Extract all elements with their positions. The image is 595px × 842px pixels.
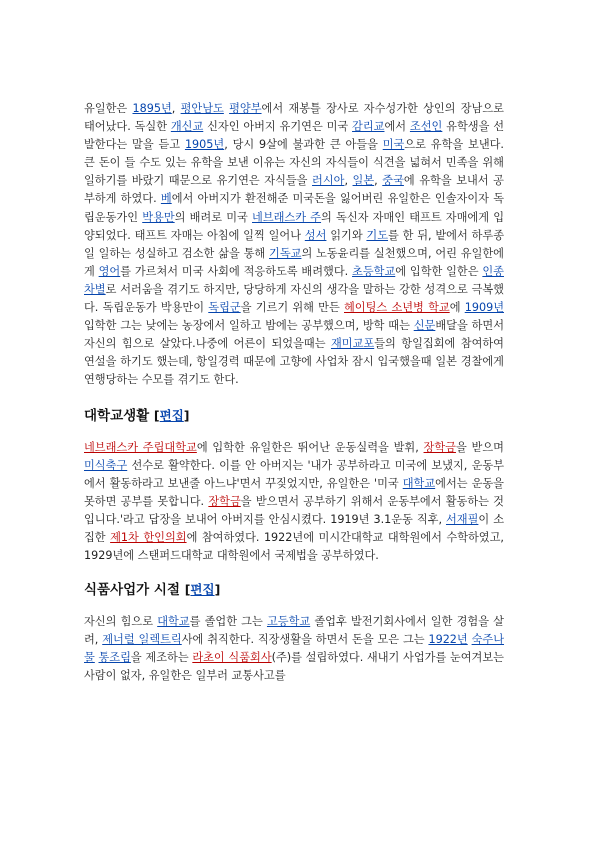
- paragraph-early-life: [84, 100, 504, 390]
- edit-link[interactable]: 편집: [159, 407, 184, 423]
- section-heading-text: 식품사업가 시절: [84, 582, 180, 599]
- wiki-link[interactable]: 서재필: [445, 512, 479, 526]
- section-heading-food-business: [84, 577, 504, 603]
- wiki-link[interactable]: 평안남도: [180, 102, 224, 115]
- wiki-link[interactable]: 대학교: [402, 476, 436, 490]
- text-run: 입학한 그는 낮에는 농장에서 일하고 밤에는 공부했으며, 방학 때는: [84, 319, 414, 333]
- text-run: , 당시 9살에 불과한 큰 아들을: [224, 138, 383, 152]
- text-run: 에서는 운동을 못하면 공부를 못합니다.: [84, 476, 504, 508]
- text-run: 를 한 뒤, 밭에서 하루종일 일하는 성실하고 검소한 삶을 통해: [84, 228, 504, 260]
- wiki-link[interactable]: 기도: [366, 228, 389, 242]
- wiki-link[interactable]: 평양부: [229, 102, 262, 115]
- text-run: 를 졸업한 그는: [189, 615, 267, 629]
- text-run: 에: [449, 301, 465, 315]
- document-page: [84, 100, 504, 686]
- text-run: 의 배려로 미국: [174, 210, 253, 224]
- wiki-link[interactable]: 일본: [352, 174, 375, 188]
- wiki-link[interactable]: 미식축구: [84, 458, 128, 472]
- text-run: 를 가르쳐서 미국 사회에 적응하도록 배려했다.: [120, 264, 353, 278]
- wiki-link[interactable]: 감리교: [352, 120, 385, 134]
- text-run: 의 노동윤리를 실천했으며, 어린 유일한에게: [84, 246, 504, 278]
- wiki-link[interactable]: 대학교: [157, 615, 190, 629]
- wiki-link[interactable]: 영어: [98, 264, 121, 278]
- text-run: 을 제조하는: [130, 651, 193, 665]
- text-run: 으로 유학을 보낸다. 큰 돈이 들 수도 있는 유학을 보낸 이유는 자신의 자식들이 식견을 넓혀서 민족을 위해 일하기를 바랐기 때문으로 유기연은 자식들을: [84, 138, 504, 188]
- section-heading-text: 대학교생활: [84, 407, 150, 424]
- text-run: 졸업후 발전기회사에서 일한 경험을 살려,: [84, 615, 504, 647]
- redlink[interactable]: 네브래스카 주립대학교: [84, 440, 197, 454]
- wiki-link[interactable]: 1909년: [464, 301, 504, 315]
- redlink[interactable]: 장학금: [423, 440, 456, 454]
- wiki-link[interactable]: 인종차별: [84, 264, 504, 296]
- text-run: 에 유학을 보내서 공부하게 하였다.: [84, 174, 504, 206]
- wiki-link[interactable]: 고등학교: [266, 615, 311, 629]
- redlink[interactable]: 제1차 한인의회: [110, 530, 187, 544]
- redlink[interactable]: 라초이 식품회사: [192, 651, 272, 665]
- text-run: ,: [374, 174, 383, 188]
- wiki-link[interactable]: 1905년: [184, 138, 225, 152]
- wiki-link[interactable]: 통조림: [98, 651, 131, 665]
- text-run: 로 서러움을 겪기도 하지만, 당당하게 자신의 생각을 말하는 강한 성격으로 극복했다. 독립운동가 박용만이: [84, 282, 504, 315]
- wiki-link[interactable]: 네브래스카 주: [252, 210, 322, 224]
- text-run: (주)를 설립하였다. 새내기 사업가를 눈여겨보는 사람이 없자, 유일한은 일부러 교통사고를: [84, 651, 504, 683]
- wiki-link[interactable]: 러시아: [312, 174, 345, 188]
- wiki-link[interactable]: 개신교: [170, 120, 204, 134]
- wiki-link[interactable]: 재미교포: [330, 337, 375, 351]
- text-run: 에 입학한 일한은: [395, 264, 483, 278]
- edit-section-university: [편집]: [153, 407, 190, 423]
- text-run: 배달을 하면서 자신의 힘으로 살았다.나중에 어른이 되었을때는: [84, 319, 505, 351]
- paragraph-food-business: [84, 613, 504, 685]
- wiki-link[interactable]: 제너럴 일렉트릭: [102, 633, 182, 647]
- text-run: ,: [171, 102, 181, 115]
- wiki-link[interactable]: 기독교: [269, 246, 302, 260]
- wiki-link[interactable]: 성서: [304, 228, 327, 242]
- wiki-link[interactable]: 베: [160, 192, 172, 206]
- edit-link[interactable]: 편집: [190, 582, 215, 598]
- wiki-link[interactable]: 1922년: [428, 633, 468, 647]
- wiki-link[interactable]: 조선인: [409, 120, 443, 134]
- wiki-link[interactable]: 박용만: [142, 210, 175, 224]
- text-run: 의 독신자 자매인 태프트 자매에게 입양되었다. 태프트 자매는 아침에 일찍 일어나: [84, 210, 505, 242]
- wiki-link[interactable]: 미국: [382, 138, 405, 152]
- text-run: 신자인 아버지 유기연은 미국: [203, 120, 353, 134]
- text-run: 에 입학한 유일한은 뛰어난 운동실력을 발휘,: [196, 440, 424, 454]
- text-run: 들의 항일집회에 참여하여 연설을 하기도 했는데, 항일경력 때문에 고향에 사업차 잠시 입국했을때 일본 경찰에게 연행당하는 수모를 겪기도 한다.: [84, 337, 504, 387]
- text-run: 유학생을 선발한다는 말을 듣고: [84, 120, 504, 152]
- wiki-link[interactable]: 초등학교: [352, 264, 396, 278]
- text-run: 에서 아버지가 환전해준 미국돈을 잃어버린 유일한은 인솔자이자 독립운동가인: [84, 192, 504, 224]
- paragraph-university: [84, 439, 504, 566]
- text-run: 선수로 활약한다. 이를 안 아버지는 '내가 공부하라고 미국에 보냈지, 운동부에서 활동하라고 보낸줄 아느냐'면서 꾸짖었지만, 유일한은 '미국: [84, 458, 504, 490]
- text-run: 유일한은: [84, 102, 133, 115]
- text-run: 을 기르기 위해 만든: [240, 301, 344, 315]
- text-run: 을 받으며: [455, 440, 504, 454]
- text-run: 을 받으면서 공부하기 위해서 운동부에서 활동하는 것입니다.'라고 답장을 보내어 아버지를 안심시켰다. 1919년 3.1운동 직후,: [84, 494, 504, 526]
- text-run: ,: [344, 174, 353, 188]
- edit-section-food-business: [편집]: [184, 582, 221, 598]
- text-run: 읽기와: [326, 228, 367, 242]
- wiki-link[interactable]: 중국: [382, 174, 404, 188]
- wiki-link[interactable]: 독립군: [208, 301, 241, 315]
- text-run: 에 참여하였다. 1922년에 미시간대학교 대학원에서 수학하였고, 1929년에 스탠퍼드대학교 대학원에서 국제법을 공부하였다.: [84, 530, 504, 563]
- text-run: 에서: [384, 120, 410, 134]
- text-run: 자신의 힘으로: [84, 615, 158, 629]
- wiki-link[interactable]: 신문: [413, 319, 436, 333]
- redlink[interactable]: 헤이팅스 소년병 학교: [344, 301, 450, 315]
- text-run: 이 소집한: [84, 512, 504, 544]
- redlink[interactable]: 장학금: [208, 494, 241, 508]
- wiki-link[interactable]: 숙주나물: [84, 633, 505, 665]
- text-run: 사에 취직한다. 직장생활을 하면서 돈을 모은 그는: [181, 633, 429, 647]
- text-run: 에서 재봉틀 장사로 자수성가한 상인의 장남으로 태어났다. 독실한: [84, 102, 504, 134]
- section-heading-university: [84, 403, 504, 429]
- wiki-link[interactable]: 1895년: [132, 102, 172, 115]
